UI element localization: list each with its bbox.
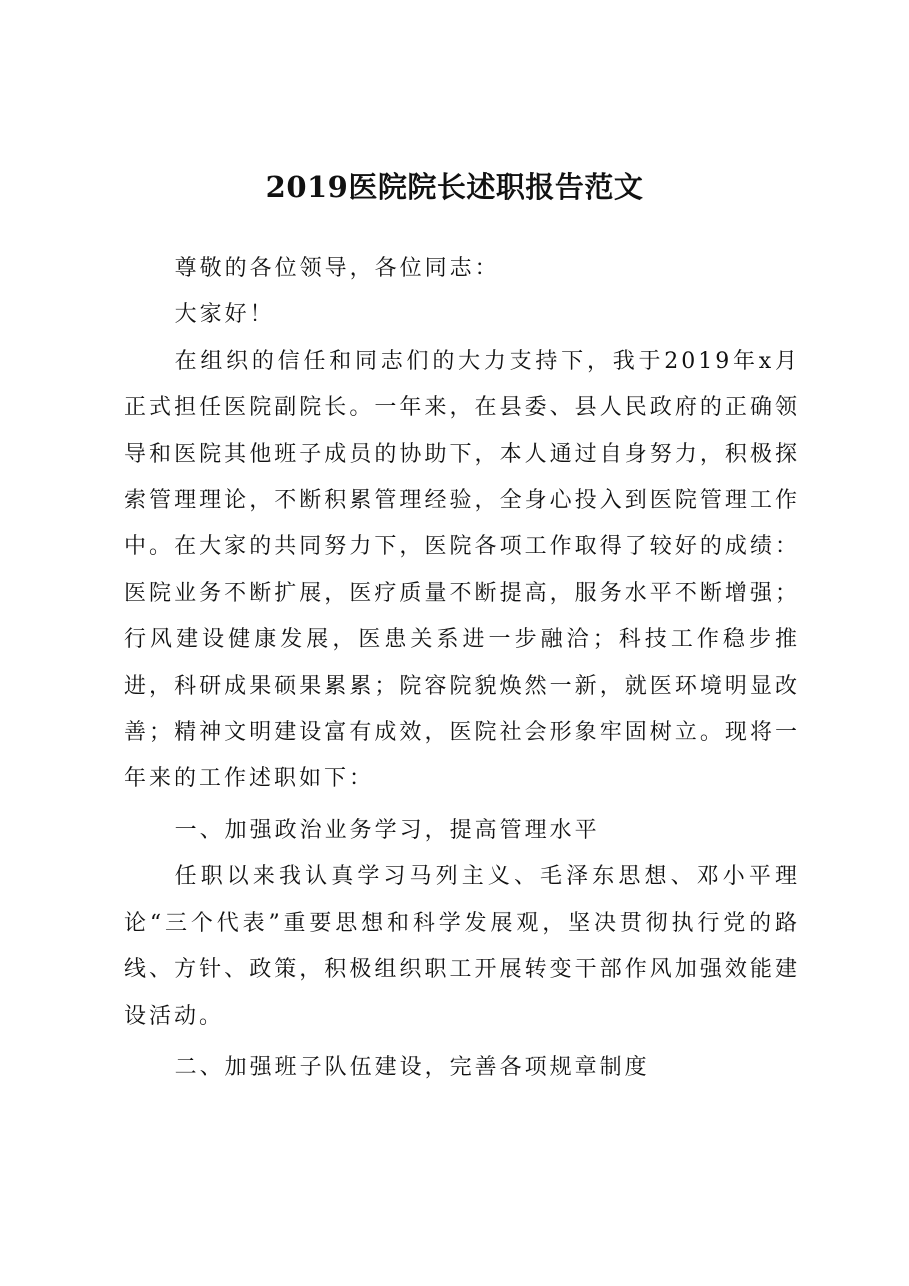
section-heading-2: 二、加强班子队伍建设，完善各项规章制度 bbox=[174, 1054, 650, 1080]
section-heading-1: 一、加强政治业务学习，提高管理水平 bbox=[174, 817, 600, 843]
document-title: 2019医院院长述职报告范文 bbox=[265, 170, 644, 204]
section-paragraph-1: 任职以来我认真学习马列主义、毛泽东思想、邓小平理论“三个代表”重要思想和科学发展观，坚决贯彻执行党的路线、方针、政策，积极组织职工开展转变干部作风加强效能建设活动。 bbox=[124, 864, 800, 1029]
salutation: 尊敬的各位领导，各位同志： bbox=[174, 256, 500, 281]
greeting: 大家好！ bbox=[174, 302, 275, 328]
intro-paragraph: 在组织的信任和同志们的大力支持下，我于2019年x月正式担任医院副院长。一年来，在县委、县人民政府的正确领导和医院其他班子成员的协助下，本人通过自身努力，积极探索管理理论，不断积累管理经验，全身心投入到医院管理工作中。在大家的共同努力下，医院各项工作取得了较好的成绩：医院业务不断扩展，医疗质量不断提高，服务水平不断增强；行风建设健康发展，医患关系进一步融洽；科技工作稳步推进，科研成果硕果累累；院容院貌焕然一新，就医环境明显改善；精神文明建设富有成效，医院社会形象牢固树立。现将一年来的工作述职如下： bbox=[124, 348, 800, 792]
document-body bbox=[124, 246, 800, 1091]
